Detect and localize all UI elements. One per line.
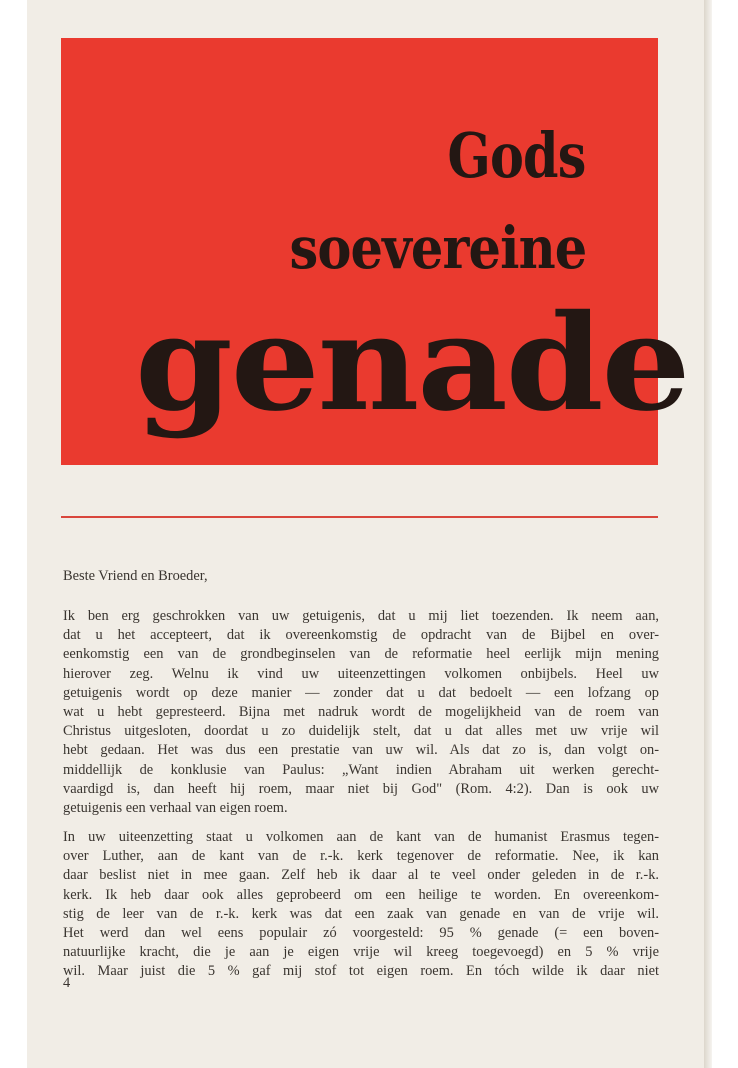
paragraph-line: natuurlijke kracht, die je aan je eigen vrije wil kreeg toegevoegd) en 5 % vrije	[63, 944, 659, 961]
page-edge	[704, 0, 712, 1068]
paragraph-1	[63, 607, 659, 818]
paragraph-line: eenkomstig een van de grondbeginselen van de reformatie heel eerlijk mijn mening	[63, 646, 659, 663]
paragraph-line: hebt gedaan. Het was dus een prestatie van uw wil. Als dat zo is, dan volgt on-	[63, 742, 659, 759]
paragraph-line: kerk. Ik heb daar ook alles geprobeerd om een heilige te worden. En overeenkom-	[63, 886, 659, 903]
paragraph-line: getuigenis wordt op deze manier — zonder dat u dat bedoelt — een lofzang op	[63, 684, 659, 701]
divider-rule	[61, 516, 658, 518]
paragraph-line: daar beslist niet in mee gaan. Zelf heb ik daar al te veel onder geleden in de r.-k.	[63, 867, 659, 884]
paragraph-line: wat u hebt gepresteerd. Bijna met nadruk wordt de mogelijkheid van de roem van	[63, 704, 659, 721]
salutation: Beste Vriend en Broeder,	[63, 568, 208, 584]
paragraph-line: middellijk de konklusie van Paulus: „Want indien Abraham uit werken gerecht-	[63, 761, 659, 778]
paragraph-line: hierover zeg. Welnu ik vind uw uiteenzettingen volkomen onbijbels. Heel uw	[63, 665, 659, 682]
paragraph-line: Het werd dan wel eens populair zó voorgesteld: 95 % genade (= een boven-	[63, 925, 659, 942]
title-line-soevereine: soevereine	[289, 214, 586, 282]
paragraph-line: over Luther, aan de kant van de r.-k. kerk tegenover de reformatie. Nee, ik kan	[63, 848, 659, 865]
page-number: 4	[63, 975, 71, 991]
title-banner	[61, 38, 689, 465]
paragraph-line: dat u het accepteert, dat ik overeenkomstig de opdracht van de Bijbel en over-	[63, 627, 659, 644]
paragraph-2	[63, 828, 659, 982]
paragraph-line: getuigenis een verhaal van eigen roem.	[63, 800, 288, 817]
paragraph-line: vaardigd is, dan heeft hij roem, maar niet bij God" (Rom. 4:2). Dan is ook uw	[63, 780, 659, 797]
paragraph-line: Ik ben erg geschrokken van uw getuigenis, dat u mij liet toezenden. Ik neem aan,	[63, 608, 659, 624]
paragraph-line: stig de leer van de r.-k. kerk was dat een zaak van genade en van de vrije wil.	[63, 905, 659, 922]
title-line-gods: Gods	[447, 119, 586, 192]
title-line-genade: genade	[135, 286, 689, 441]
paragraph-line: Christus uitgesloten, doordat u zo duidelijk stelt, dat u dat alles met uw vrije wil	[63, 723, 659, 740]
paragraph-line: In uw uiteenzetting staat u volkomen aan de kant van de humanist Erasmus tegen-	[63, 829, 659, 845]
paragraph-line: wil. Maar juist die 5 % gaf mij stof tot eigen roem. En tóch wilde ik daar niet	[63, 963, 659, 980]
